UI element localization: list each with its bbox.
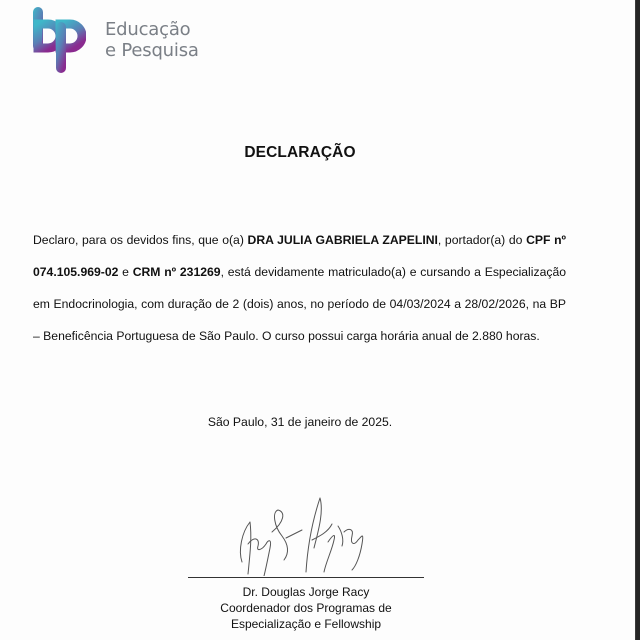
handwritten-signature-icon <box>228 492 388 576</box>
crm-number: CRM nº 231269 <box>132 265 221 279</box>
signature-line <box>188 577 424 578</box>
signer-role-line-2: Especialização e Fellowship <box>230 617 382 631</box>
paragraph-text-1: Declaro, para os devidos fins, que o(a) <box>33 233 248 247</box>
declaration-paragraph <box>33 224 566 352</box>
signer-name: Dr. Douglas Jorge Racy <box>242 585 370 599</box>
cpf-number: CPF nº 074.105.969-02 <box>33 233 566 279</box>
signer-role-line-1: Coordenador dos Programas de <box>220 601 392 615</box>
paragraph-text-3: e <box>118 265 133 279</box>
document-title: DECLARAÇÃO <box>244 144 356 161</box>
logo-line-2: e Pesquisa <box>105 40 199 61</box>
viewer-edge-strip <box>635 0 640 640</box>
logo-wordmark <box>105 19 199 61</box>
logo-line-1: Educação <box>105 19 191 40</box>
date-line: São Paulo, 31 de janeiro de 2025. <box>207 415 393 429</box>
student-name: DRA JULIA GABRIELA ZAPELINI <box>247 233 438 247</box>
paragraph-text-4: , está devidamente matriculado(a) e cursando a Especialização em Endocrinologia, com duração de 2 (dois) anos, no período de 04/03/2024 a 28/02/2026, na BP – Beneficência Portuguesa de São Paulo. O curso possui carga horária anual de 2.880 horas. <box>33 265 566 343</box>
bp-logo <box>30 6 210 76</box>
paragraph-text-2: , portador(a) do <box>437 233 527 247</box>
signer-block <box>188 584 424 632</box>
bp-logo-mark-icon <box>30 6 86 74</box>
